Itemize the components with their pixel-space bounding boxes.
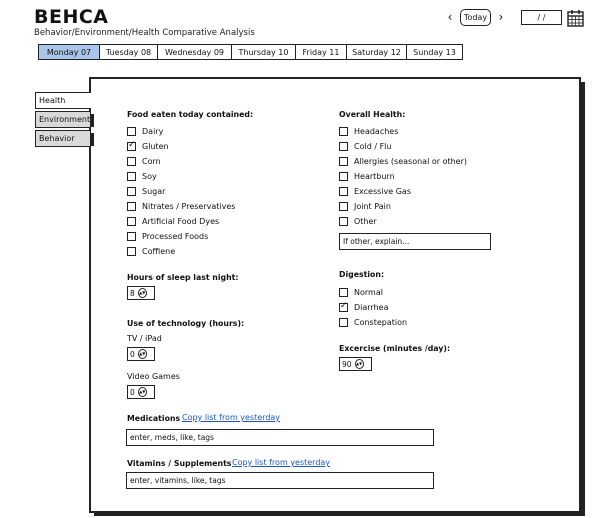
exercise-minutes-stepper[interactable] [339, 357, 372, 371]
panel-shadow-bottom [94, 513, 585, 516]
digestion-checkbox-list [339, 285, 407, 330]
today-button[interactable]: Today [460, 9, 491, 26]
health-option-heartburn[interactable] [339, 169, 467, 184]
panel-shadow-right [581, 82, 585, 516]
checkbox[interactable] [127, 172, 136, 181]
food-option-coffiene[interactable] [127, 244, 235, 259]
checkbox-label: Processed Foods [142, 232, 209, 241]
digestion-option-normal[interactable] [339, 285, 407, 300]
checkbox-label: Cold / Flu [354, 142, 392, 151]
tab-wednesday[interactable]: Wednesday 09 [157, 44, 232, 60]
tab-sunday[interactable]: Sunday 13 [406, 44, 463, 60]
checkbox[interactable] [127, 157, 136, 166]
checkbox-label: Heartburn [354, 172, 395, 181]
food-checkbox-list [127, 124, 235, 259]
checkbox-label: Joint Pain [354, 202, 391, 211]
previous-week-button[interactable]: ‹ [447, 10, 453, 24]
checkbox[interactable] [127, 247, 136, 256]
up-down-arrows-icon[interactable]: ▲▼ [355, 359, 364, 369]
medications-tags-input[interactable]: enter, meds, like, tags [126, 429, 434, 446]
checkbox[interactable] [339, 157, 348, 166]
overall-health-heading: Overall Health: [339, 110, 406, 119]
checkbox[interactable] [339, 172, 348, 181]
checkbox-label: Coffiene [142, 247, 176, 256]
stepper-value: 8 [130, 288, 135, 298]
food-option-soy[interactable] [127, 169, 235, 184]
checkbox[interactable] [127, 142, 136, 151]
food-option-nitrates[interactable] [127, 199, 235, 214]
checkbox-label: Allergies (seasonal or other) [354, 157, 467, 166]
checkbox-label: Headaches [354, 127, 399, 136]
video-games-label: Video Games [127, 372, 180, 381]
side-tab-environment[interactable]: Environment [35, 111, 91, 128]
checkbox[interactable] [339, 142, 348, 151]
checkbox-label: Gluten [142, 142, 169, 151]
digestion-option-diarrhea[interactable] [339, 300, 407, 315]
stepper-value: 0 [130, 349, 135, 359]
tv-hours-stepper[interactable] [127, 347, 155, 361]
medications-copy-link[interactable]: Copy list from yesterday [182, 413, 281, 422]
calendar-icon[interactable] [567, 9, 584, 27]
technology-heading: Use of technology (hours): [127, 319, 245, 328]
tab-saturday[interactable]: Saturday 12 [346, 44, 408, 60]
checkbox-label: Soy [142, 172, 157, 181]
health-option-other[interactable] [339, 214, 467, 229]
health-option-allergies[interactable] [339, 154, 467, 169]
digestion-option-constepation[interactable] [339, 315, 407, 330]
food-option-sugar[interactable] [127, 184, 235, 199]
food-option-processed[interactable] [127, 229, 235, 244]
checkbox-label: Diarrhea [354, 303, 389, 312]
tab-monday[interactable]: Monday 07 [38, 44, 100, 60]
medications-heading: Medications [127, 414, 181, 423]
checkbox-label: Normal [354, 288, 383, 297]
app-title: BEHCA [34, 6, 109, 28]
checkbox[interactable] [339, 217, 348, 226]
health-option-headaches[interactable] [339, 124, 467, 139]
overall-health-checkbox-list [339, 124, 467, 229]
games-hours-stepper[interactable] [127, 385, 155, 399]
sleep-hours-stepper[interactable] [127, 286, 155, 300]
food-option-gluten[interactable] [127, 139, 235, 154]
sleep-heading: Hours of sleep last night: [127, 273, 239, 282]
health-option-gas[interactable] [339, 184, 467, 199]
other-explain-input[interactable]: If other, explain... [339, 233, 491, 250]
health-option-joint-pain[interactable] [339, 199, 467, 214]
side-tab-behavior[interactable]: Behavior [35, 130, 91, 147]
day-tabs [38, 44, 462, 60]
checkbox[interactable] [339, 303, 348, 312]
checkbox[interactable] [339, 127, 348, 136]
up-down-arrows-icon[interactable]: ▲▼ [138, 288, 147, 298]
digestion-heading: Digestion: [339, 270, 385, 279]
checkbox[interactable] [339, 318, 348, 327]
checkbox-label: Other [354, 217, 377, 226]
checkbox[interactable] [339, 288, 348, 297]
food-option-dairy[interactable] [127, 124, 235, 139]
next-week-button[interactable]: › [498, 10, 504, 24]
app-subtitle: Behavior/Environment/Health Comparative Analysis [34, 28, 255, 38]
side-tab-health[interactable]: Health [35, 92, 91, 109]
checkbox-label: Constepation [354, 318, 408, 327]
vitamins-copy-link[interactable]: Copy list from yesterday [232, 458, 331, 467]
vitamins-heading: Vitamins / Supplements [127, 459, 232, 468]
checkbox[interactable] [127, 217, 136, 226]
checkbox-label: Sugar [142, 187, 166, 196]
checkbox-label: Dairy [142, 127, 164, 136]
exercise-heading: Excercise (minutes /day): [339, 344, 451, 353]
checkbox[interactable] [127, 187, 136, 196]
stepper-value: 0 [130, 387, 135, 397]
checkbox-label: Corn [142, 157, 161, 166]
health-option-cold-flu[interactable] [339, 139, 467, 154]
vitamins-tags-input[interactable]: enter, vitamins, like, tags [126, 472, 434, 489]
stepper-value: 90 [342, 359, 352, 369]
up-down-arrows-icon[interactable]: ▲▼ [138, 349, 147, 359]
checkbox-label: Artificial Food Dyes [142, 217, 220, 226]
checkbox[interactable] [339, 187, 348, 196]
food-option-corn[interactable] [127, 154, 235, 169]
date-input[interactable]: / / [521, 10, 562, 25]
food-heading: Food eaten today contained: [127, 110, 254, 119]
checkbox[interactable] [339, 202, 348, 211]
checkbox-label: Excessive Gas [354, 187, 411, 196]
checkbox[interactable] [127, 202, 136, 211]
checkbox-label: Nitrates / Preservatives [142, 202, 236, 211]
up-down-arrows-icon[interactable]: ▲▼ [138, 387, 147, 397]
checkbox[interactable] [127, 127, 136, 136]
tab-tuesday[interactable]: Tuesday 08 [99, 44, 159, 60]
tab-thursday[interactable]: Thursday 10 [231, 44, 297, 60]
tab-friday[interactable]: Friday 11 [295, 44, 347, 60]
tv-ipad-label: TV / iPad [127, 334, 162, 343]
food-option-dyes[interactable] [127, 214, 235, 229]
checkbox[interactable] [127, 232, 136, 241]
